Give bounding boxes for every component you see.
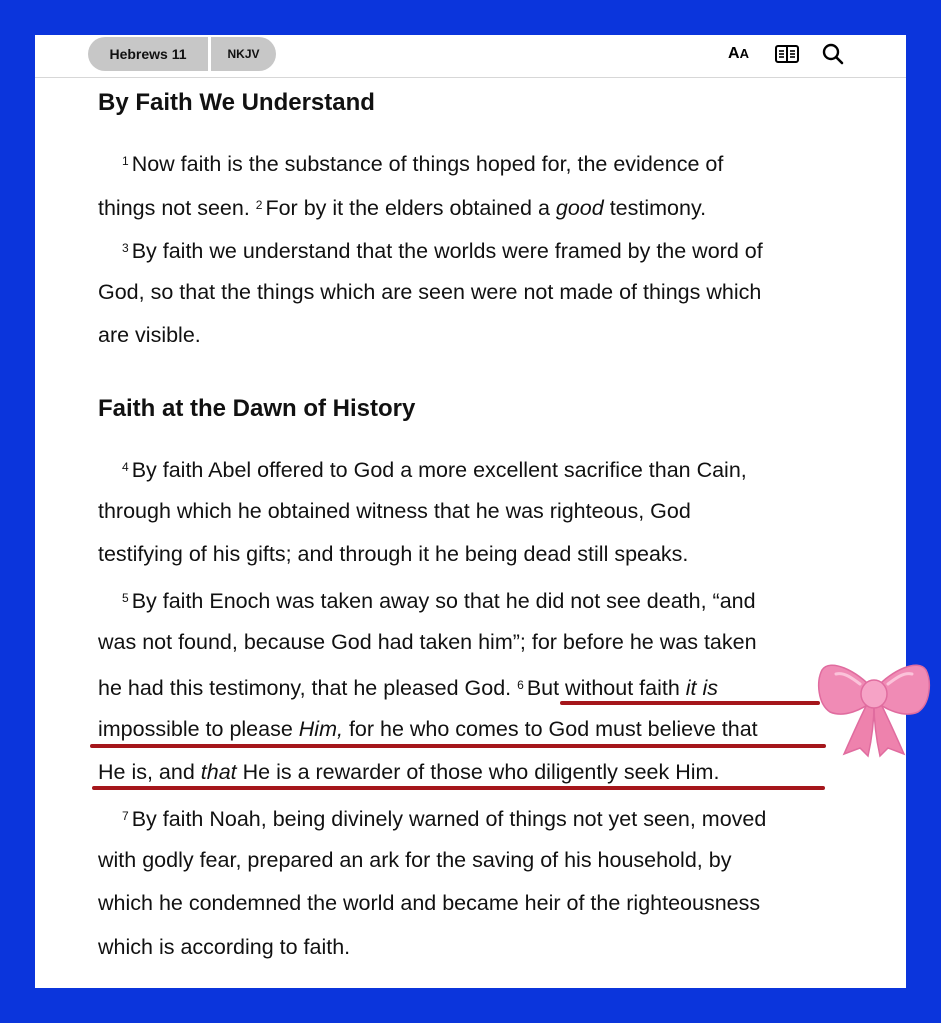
- verse-highlight-underline: [90, 744, 826, 748]
- section-heading: Faith at the Dawn of History: [98, 395, 416, 422]
- verse-line: $^1$ Now faith is the substance of things hoped for, the evidence of: [122, 152, 724, 176]
- bow-sticker: [816, 652, 932, 760]
- verse-line: was not found, because God had taken him”; for before he was taken: [98, 630, 757, 654]
- verse-line: $^5$ By faith Enoch was taken away so that he did not see death, “and: [122, 589, 756, 613]
- verse-line: $^3$ By faith we understand that the worlds were framed by the word of: [122, 239, 763, 263]
- verse-number: 4: [122, 460, 129, 474]
- verse-line: which he condemned the world and became heir of the righteousness: [98, 891, 761, 915]
- verse-line: impossible to please Him, for he who comes to God must believe that: [98, 717, 758, 741]
- verse-line: God, so that the things which are seen were not made of things which: [98, 280, 762, 304]
- verse-number: 7: [122, 809, 129, 823]
- chapter-selector-button[interactable]: Hebrews 11: [88, 37, 208, 71]
- verse-number: 1: [122, 154, 129, 168]
- verse-line: through which he obtained witness that he was righteous, God: [98, 499, 691, 523]
- verse-line: he had this testimony, that he pleased God. $^6$ But without faith it is: [98, 676, 719, 700]
- verse-line: $^7$ By faith Noah, being divinely warned of things not yet seen, moved: [122, 807, 767, 831]
- verse-line: with godly fear, prepared an ark for the saving of his household, by: [98, 848, 732, 872]
- verse-line: testifying of his gifts; and through it he being dead still speaks.: [98, 542, 689, 566]
- verse-number: 3: [122, 241, 129, 255]
- verse-line: things not seen. $^2$ For by it the elders obtained a good testimony.: [98, 196, 707, 220]
- verse-highlight-underline: [560, 701, 820, 705]
- reader-toolbar: [35, 35, 906, 78]
- verse-number: 2: [255, 198, 263, 212]
- verse-line: $^4$ By faith Abel offered to God a more excellent sacrifice than Cain,: [122, 458, 747, 482]
- text-size-icon[interactable]: AA: [728, 45, 749, 62]
- version-selector-button[interactable]: NKJV: [211, 37, 276, 71]
- search-icon[interactable]: [821, 43, 845, 65]
- verse-number: 5: [122, 591, 129, 605]
- reader-icon[interactable]: [775, 43, 799, 65]
- reader-screen: [35, 35, 906, 988]
- verse-highlight-underline: [92, 786, 825, 790]
- verse-number: 6: [517, 678, 524, 692]
- verse-line: which is according to faith.: [98, 935, 351, 959]
- verse-line: are visible.: [98, 323, 201, 347]
- verse-line: He is, and that He is a rewarder of those who diligently seek Him.: [98, 760, 720, 784]
- section-heading: By Faith We Understand: [98, 89, 375, 116]
